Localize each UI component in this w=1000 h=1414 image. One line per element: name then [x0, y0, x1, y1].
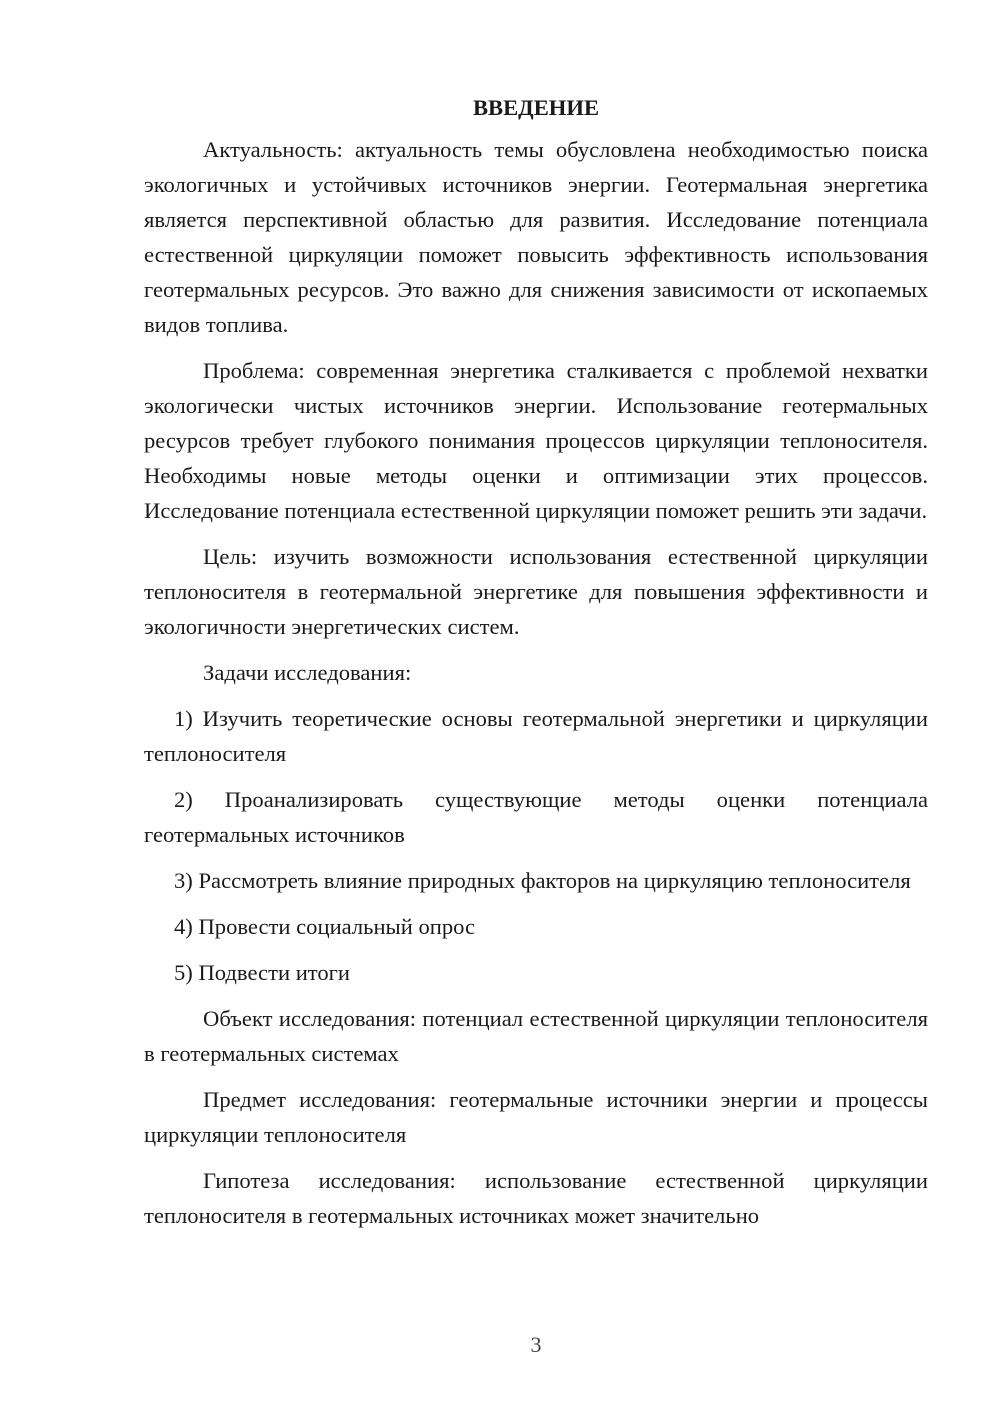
- paragraph-problem: Проблема: современная энергетика сталкивается с проблемой нехватки экологически чистых источников энергии. Использование геотермальных ресурсов требует глубокого понимания процессов циркуляции теплоносителя. Необходимы новые методы оценки и оптимизации этих процессов. Исследование потенциала естественной циркуляции поможет решить эти задачи.: [144, 358, 928, 523]
- paragraph-subject: Предмет исследования: геотермальные источники энергии и процессы циркуляции теплоносителя: [144, 1087, 928, 1147]
- task-item-1: 1) Изучить теоретические основы геотермальной энергетики и циркуляции теплоносителя: [144, 706, 928, 766]
- paragraph-object: Объект исследования: потенциал естественной циркуляции теплоносителя в геотермальных системах: [144, 1006, 928, 1066]
- page-number: 3: [530, 1332, 542, 1357]
- task-item-2: 2) Проанализировать существующие методы оценки потенциала геотермальных источников: [144, 787, 928, 847]
- task-item-3: 3) Рассмотреть влияние природных факторов на циркуляцию теплоносителя: [174, 868, 911, 893]
- paragraph-tasks-heading: Задачи исследования:: [203, 660, 412, 685]
- paragraph-hypothesis: Гипотеза исследования: использование естественной циркуляции теплоносителя в геотермальных источниках может значительно: [144, 1168, 928, 1228]
- document-page: [144, 90, 928, 1244]
- section-title: ВВЕДЕНИЕ: [472, 95, 600, 120]
- paragraph-goal: Цель: изучить возможности использования естественной циркуляции теплоносителя в геотермальной энергетике для повышения эффективности и экологичности энергетических систем.: [144, 544, 928, 639]
- paragraph-relevance: Актуальность: актуальность темы обусловлена необходимостью поиска экологичных и устойчивых источников энергии. Геотермальная энергетика является перспективной областью для развития. Исследование потенциала естественной циркуляции поможет повысить эффективность использования геотермальных ресурсов. Это важно для снижения зависимости от ископаемых видов топлива.: [144, 137, 928, 337]
- task-item-4: 4) Провести социальный опрос: [174, 914, 476, 939]
- task-item-5: 5) Подвести итоги: [174, 960, 351, 985]
